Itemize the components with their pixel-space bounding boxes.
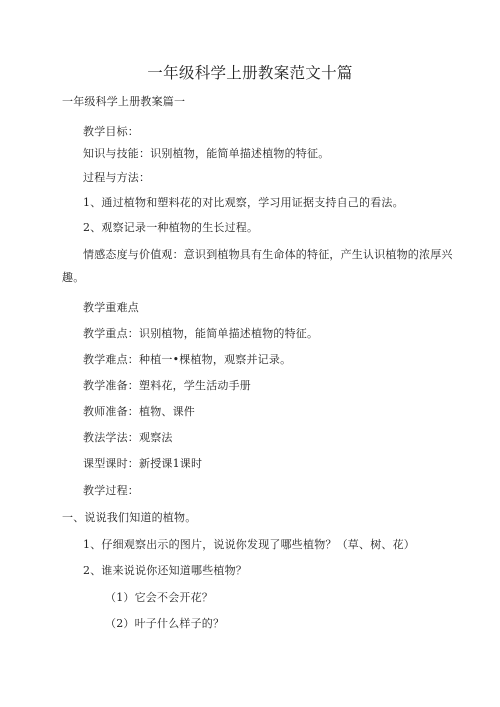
text-line: 教法学法：观察法 [83, 431, 173, 444]
text-line: 教学目标： [83, 125, 139, 138]
text-line: 教学过程： [83, 484, 139, 497]
text-line: 教学准备：塑料花，学生活动手册 [83, 379, 251, 392]
text-line: 2、观察记录一种植物的生长过程。 [83, 221, 259, 234]
text-line: （2）叶子什么样子的？ [105, 617, 225, 630]
text-line: 知识与技能：识别植物，能简单描述植物的特征。 [83, 147, 330, 160]
text-line: 过程与方法： [83, 171, 151, 184]
text-line: 教学重点：识别植物，能简单描述植物的特征。 [83, 327, 319, 340]
text-line: 趣。 [62, 271, 85, 284]
text-line: 1、仔细观察出示的图片，说说你发现了哪些植物？（草、树、花） [83, 538, 415, 551]
section-heading: 一年级科学上册教案篇一 [62, 95, 186, 108]
text-line: 情感态度与价值观：意识到植物具有生命体的特征，产生认识植物的浓厚兴 [83, 248, 453, 261]
text-line: 课型课时：新授课1课时 [83, 457, 203, 470]
text-line: 教学重难点 [83, 301, 139, 314]
text-line: 1、通过植物和塑料花的对比观察，学习用证据支持自己的看法。 [83, 196, 404, 209]
text-line: 教学难点：种植一•棵植物，观察并记录。 [83, 353, 292, 366]
document-title: 一年级科学上册教案范文十篇 [147, 64, 353, 82]
text-line: 一、说说我们知道的植物。 [62, 511, 197, 524]
text-line: （1）它会不会开花？ [105, 591, 213, 604]
text-line: 2、谁来说说你还知道哪些植物？ [83, 564, 247, 577]
text-line: 教师准备：植物、课件 [83, 405, 195, 418]
